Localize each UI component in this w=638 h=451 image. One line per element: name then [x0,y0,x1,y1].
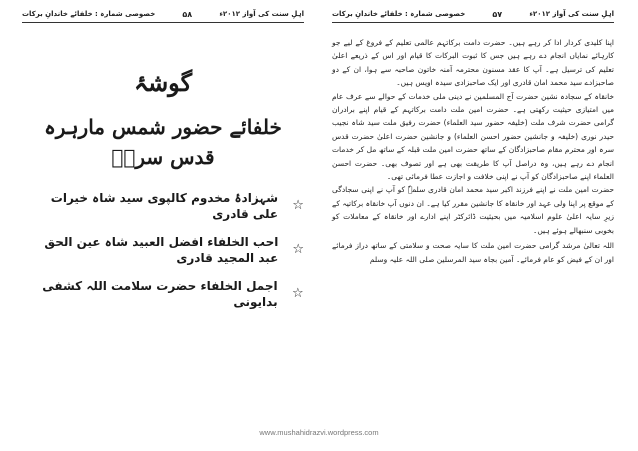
right-page-header [332,8,614,20]
section-title-goshah: گوشۂ [134,68,192,97]
body-paragraph-1: اپنا کلیدی کردار ادا کر رہے ہیں۔ حضرت دامت برکاتہم عالمی تعلیم کے فروغ کے لیے جو کارہائے نمایاں انجام دے رہے ہیں جس کا ثبوت البرکات کا قیام اور اس کے ذریعے اعلیٰ تعلیم کی ترسیل ہے۔ آپ کا عقد مسنون محترمہ آمنہ خاتون صاحبہ سے ہوا، ان کے دو صاحبزادے سید محمد امان قادری اور ایک صاحبزادی سیدہ اویس ہیں۔ [332,38,614,88]
left-header-rule [22,22,304,23]
list-item [26,234,304,266]
right-page-number: ۵۷ [492,9,503,19]
body-paragraph-2: خانقاہ کے سجادہ نشین حضرت آج المسلمین نے دینی ملی خدمات کے حوالے سے عرف عام میں امتیازی حیثیت رکھتی ہے۔ حضرت امین ملت دامت برکاتہم کے قیام اپنے برادران گرامی حضرت شرف ملت (خلیفہ حضور سید العلماء) حضرت رفیق ملت سید شاہ نجیب حیدر نوری (خلیفہ و جانشین حضور احسن العلماء) و جانشین حضرت اعلیٰ حضرت قدس سرہ اور محترم مقام صاحبزادگان کے ساتھ حضرت امین ملت قبلہ کے ساتھ مل کر خدمات انجام دے رہے ہیں، وہ دراصل آپ کا طریقت بھی ہے اور تصوف بھی۔ حضرت احسن العلماء اپنے صاحبزادگان کو آپ نے اپنی خلافت و اجازت عطا فرمائی تھی۔ [332,91,614,182]
right-header-rule [332,22,614,23]
left-page-number: ۵۸ [182,9,193,19]
footer-url: www.mushahidrazvi.wordpress.com [259,428,379,437]
closing-prayer: اللہ تعالیٰ مرشد گرامی حضرت امین ملت کا سایہ صحت و سلامتی کے ساتھ دراز فرمائے اور ان کے فیض کو عام فرمائے۔ آمین بجاہ سید المرسلین صلی اللہ علیہ وسلم [332,241,614,264]
list-item [26,190,304,222]
star-bullet-icon: ☆ [292,198,304,213]
star-bullet-icon: ☆ [291,286,304,301]
list-item-text: شہزادۂ مخدوم کالپوی سید شاہ خیرات علی قادری [50,191,279,221]
khulafa-list [26,190,304,322]
section-title-block [22,68,304,172]
list-item-text: احب الخلفاء افضل العبید شاہ عین الحق عبد المجید قادری [44,235,279,265]
star-bullet-icon: ☆ [292,242,304,257]
left-page-header [22,8,304,20]
list-item-text: اجمل الخلفاء حضرت سلامت اللہ کشفی بدایونی [42,279,278,309]
body-paragraph-3: حضرت امین ملت نے اپنے فرزند اکبر سید محمد امان قادری سلمہٗ کو آپ نے اپنی سجادگی کے موقع پر اپنا ولی عہد اور خانقاہ کا جانشین مقرر کیا ہے۔ ان دنوں آپ خانقاہ برکاتیہ کے زیرِ سایہ اعلیٰ علوم اسلامیہ میں بحیثیت ڈائرکٹر اپنے ادارے اور خانقاہ کے معاملات کو بخوبی سنبھالے ہوئے ہیں۔ [332,185,614,235]
left-header-title-left: خصوصی شمارہ : خلفائے خاندانِ برکات [22,10,156,18]
left-header-title-right: اہلِ سنت کی آواز ۲۰۱۲ء [219,10,304,18]
left-page [22,8,304,428]
section-title-main: خلفائے حضور شمس مارہرہ قدس سرہٗ [44,115,282,169]
right-header-title-right: اہلِ سنت کی آواز ۲۰۱۲ء [529,10,614,18]
list-item [26,278,304,310]
right-header-title-left: خصوصی شمارہ : خلفائے خاندانِ برکات [332,10,466,18]
article-body [332,36,614,266]
right-page [332,8,614,428]
